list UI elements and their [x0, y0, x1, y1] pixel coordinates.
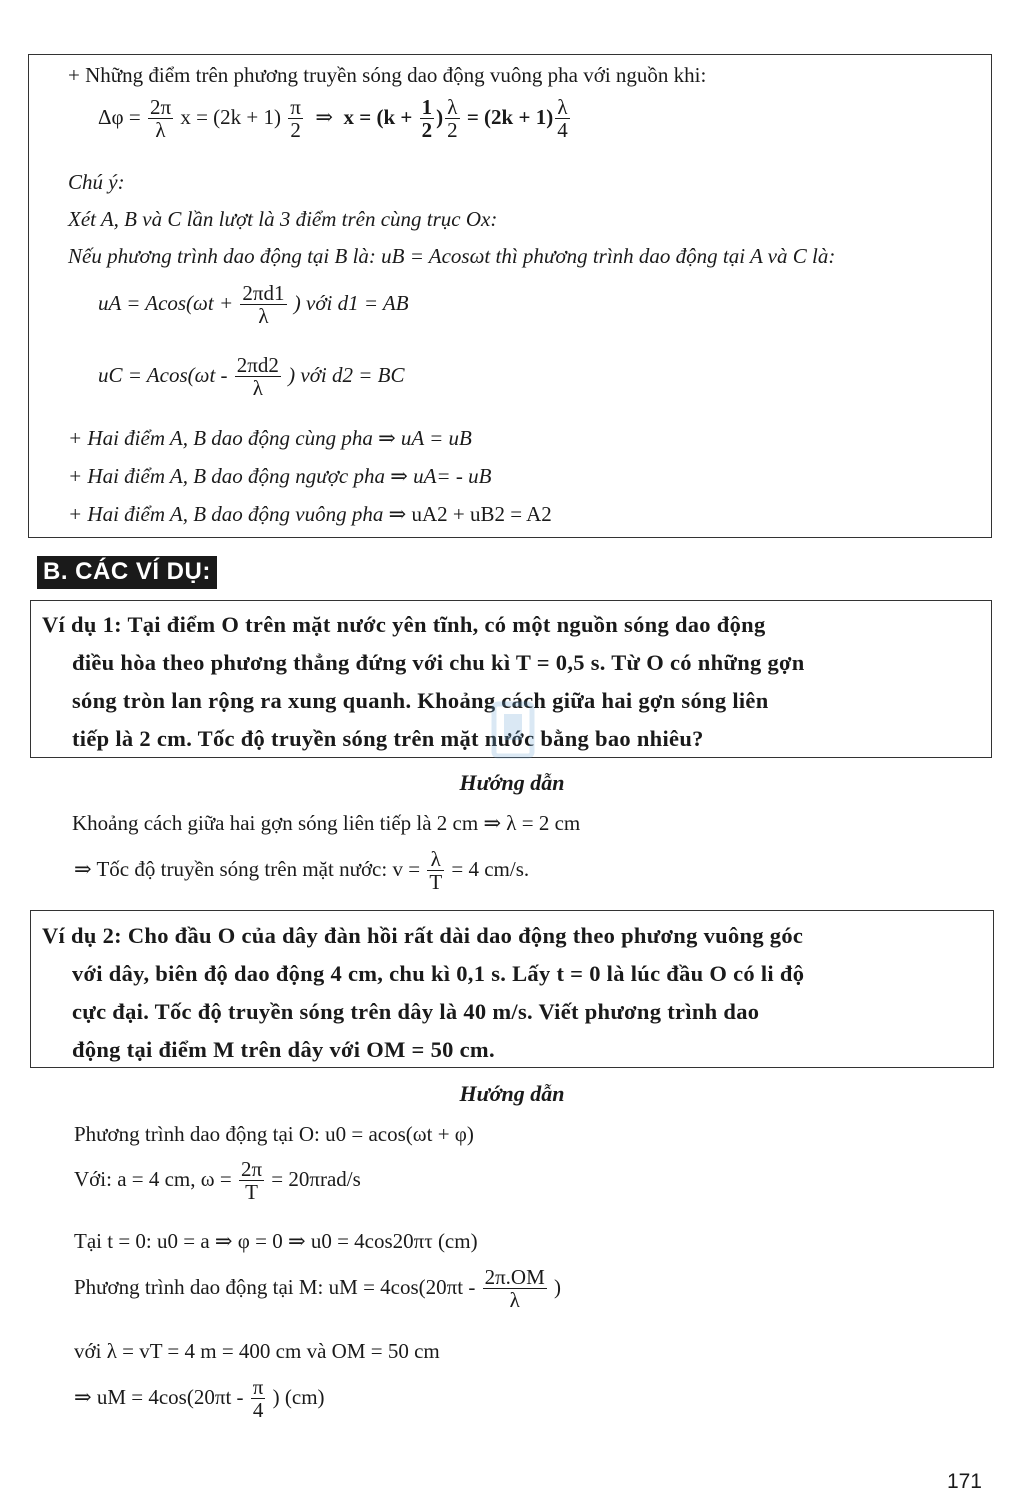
formula-text: = (2k + 1): [466, 104, 554, 129]
example-2-line-1: Ví dụ 2: Cho đầu O của dây đàn hồi rất dài dao động theo phương vuông góc: [42, 923, 804, 948]
denominator: λ: [509, 1288, 520, 1313]
numerator: π: [290, 95, 301, 119]
example-1-line-1: Ví dụ 1: Tại điểm O trên mặt nước yên tĩnh, có một nguồn sóng dao động: [42, 612, 766, 637]
formula-text: x = (2k + 1): [180, 104, 282, 129]
fraction: [427, 848, 444, 894]
fraction: [240, 282, 286, 328]
solution-2-line-4: [74, 1266, 561, 1312]
numerator: 2πd2: [236, 353, 279, 377]
section-title: B. CÁC VÍ DỤ:: [37, 556, 217, 589]
fraction: [288, 96, 303, 142]
denominator: T: [245, 1180, 258, 1205]
denominator: 4: [252, 1398, 264, 1423]
formula-text: uA = Acos(ωt +: [98, 290, 234, 315]
fraction: [483, 1266, 547, 1312]
theory-line-8: + Hai điểm A, B dao động ngược pha ⇒ uA= - uB: [68, 464, 492, 488]
theory-line-9: [68, 502, 552, 527]
solution-2-line-2: [74, 1158, 361, 1204]
formula-text: Δφ =: [98, 104, 141, 129]
solution-1-line-1: Khoảng cách giữa hai gợn sóng liên tiếp là 2 cm ⇒ λ = 2 cm: [72, 811, 581, 835]
denominator: T: [429, 870, 443, 895]
numerator: 2π: [149, 95, 172, 119]
denominator: 4: [557, 118, 568, 143]
theory-line-4: Nếu phương trình dao động tại B là: uB = Acosωt thì phương trình dao động tại A và C là:: [68, 244, 836, 268]
formula-text: Với: a = 4 cm, ω =: [74, 1166, 232, 1191]
example-2-line-4: động tại điểm M trên dây với OM = 50 cm.: [72, 1037, 495, 1062]
solution-2-line-6: [74, 1376, 325, 1422]
example-1-line-2: điều hòa theo phương thẳng đứng với chu kì T = 0,5 s. Từ O có những gợn: [72, 650, 805, 675]
formula-text: ): [554, 1274, 562, 1299]
denominator: 2: [421, 118, 433, 143]
denominator: λ: [258, 304, 269, 329]
numerator: λ: [445, 96, 460, 119]
denominator: 2: [290, 118, 301, 143]
denominator: 2: [447, 118, 458, 143]
solution-1-heading: Hướng dẫn: [459, 770, 565, 795]
fraction: [235, 354, 281, 400]
solution-2-heading: Hướng dẫn: [459, 1081, 565, 1106]
example-2-line-3: cực đại. Tốc độ truyền sóng trên dây là 40 m/s. Viết phương trình dao: [72, 999, 760, 1024]
numerator: λ: [427, 848, 444, 871]
equation-ua: [98, 282, 409, 328]
formula-text: ⇒ uM = 4cos(20πt -: [74, 1384, 244, 1409]
formula-text: = 20πrad/s: [271, 1166, 361, 1191]
formula-text: ) với d2 = BC: [288, 362, 405, 387]
formula-text: ⇒ Tốc độ truyền sóng trên mặt nước: v =: [74, 856, 421, 881]
solution-2-line-5: với λ = vT = 4 m = 400 cm và OM = 50 cm: [74, 1339, 440, 1363]
fraction: [251, 1376, 266, 1422]
formula-text: Phương trình dao động tại M: uM = 4cos(20πt -: [74, 1274, 476, 1299]
numerator: 2π: [240, 1157, 263, 1181]
fraction: [445, 96, 460, 142]
theory-line-1: + Những điểm trên phương truyền sóng dao động vuông pha với nguồn khi:: [68, 63, 707, 87]
numerator: π: [252, 1375, 264, 1399]
solution-1-line-2: [74, 848, 529, 894]
example-1-line-4: tiếp là 2 cm. Tốc độ truyền sóng trên mặt nước bằng bao nhiêu?: [72, 726, 704, 751]
example-1-line-3: sóng tròn lan rộng ra xung quanh. Khoảng cách giữa hai gợn sóng liên: [72, 688, 769, 713]
equation-uc: [98, 354, 405, 400]
numerator: 2π.OM: [484, 1265, 545, 1289]
page-number: 171: [946, 1470, 982, 1493]
fraction: [555, 96, 570, 142]
fraction: [148, 96, 173, 142]
formula-text: x = (k +: [343, 104, 413, 129]
theory-line-3: Xét A, B và C lần lượt là 3 điểm trên cùng trục Ox:: [68, 207, 498, 231]
fraction: [239, 1158, 264, 1204]
solution-2-line-1: Phương trình dao động tại O: u0 = acos(ωt + φ): [74, 1122, 474, 1146]
formula-text: ) với d1 = AB: [293, 290, 409, 315]
example-2-line-2: với dây, biên độ dao động 4 cm, chu kì 0,1 s. Lấy t = 0 là lúc đầu O có li độ: [72, 961, 805, 986]
note-label: Chú ý:: [68, 170, 125, 194]
theory-phase-formula: [98, 96, 572, 142]
formula-text: = 4 cm/s.: [451, 856, 530, 881]
denominator: λ: [155, 118, 166, 143]
formula-text: ) (cm): [272, 1384, 325, 1409]
formula-text: ): [436, 104, 444, 129]
numerator: λ: [555, 96, 570, 119]
implies-arrow: ⇒: [315, 104, 333, 129]
numerator: 2πd1: [242, 281, 285, 305]
fraction: [420, 96, 435, 142]
formula-text: uC = Acos(ωt -: [98, 362, 228, 387]
numerator: 1: [421, 95, 433, 119]
solution-2-line-3: Tại t = 0: u0 = a ⇒ φ = 0 ⇒ u0 = 4cos20πτ (cm): [74, 1229, 478, 1253]
formula-text: + Hai điểm A, B dao động vuông pha ⇒: [68, 502, 407, 526]
theory-line-7: + Hai điểm A, B dao động cùng pha ⇒ uA = uB: [68, 426, 472, 450]
formula-text: uA2 + uB2 = A2: [411, 502, 552, 526]
denominator: λ: [252, 376, 263, 401]
